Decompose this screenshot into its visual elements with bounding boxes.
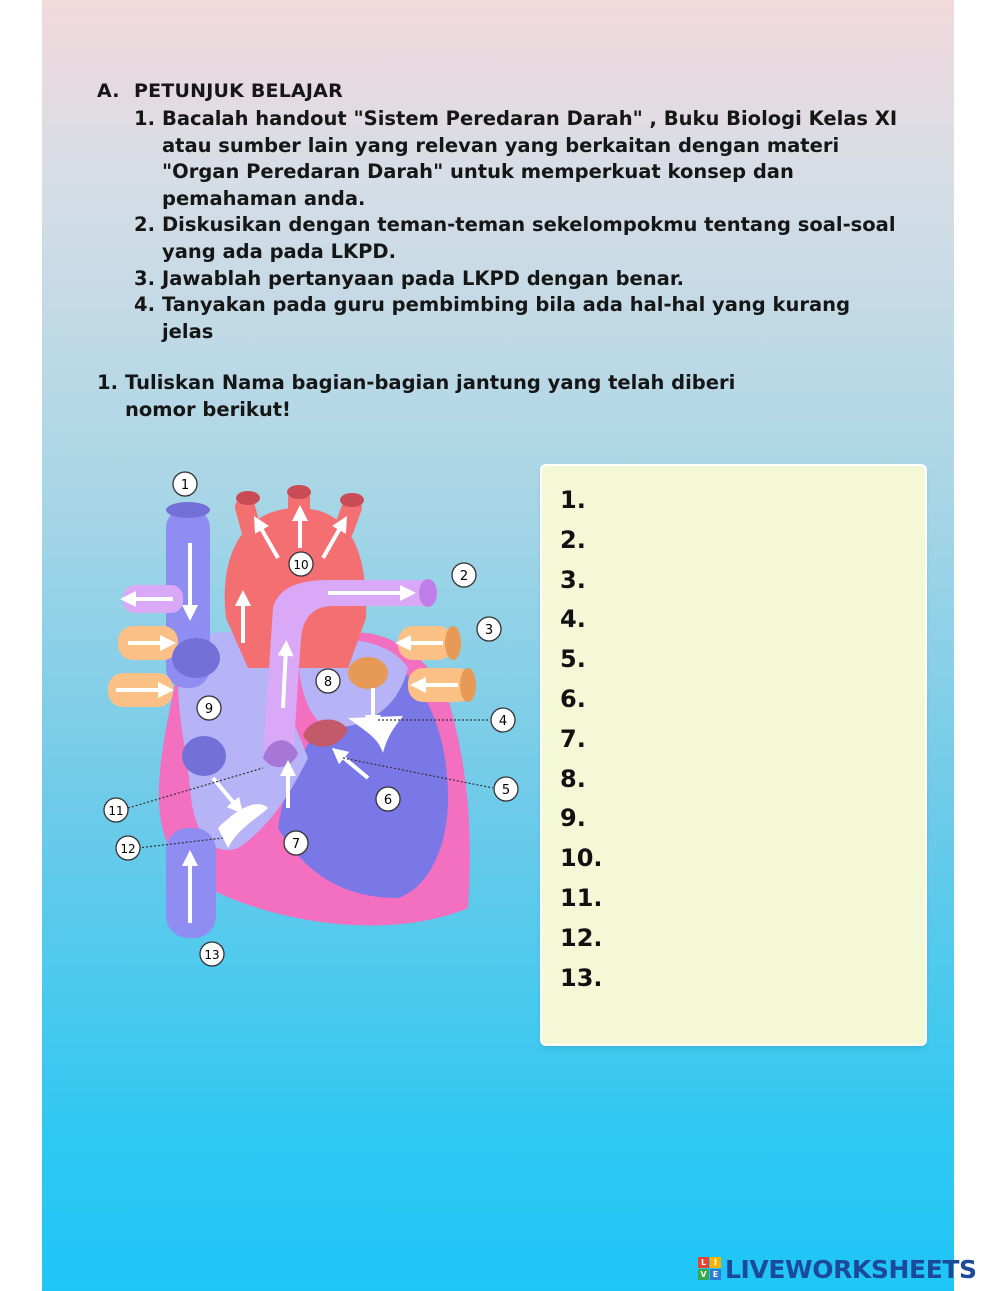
logo-mark-letter: V xyxy=(698,1269,709,1280)
diagram-label xyxy=(491,708,515,732)
svg-text:7: 7 xyxy=(291,837,301,852)
instruction-item xyxy=(134,212,924,265)
instruction-line: atau sumber lain yang relevan yang berkaitan dengan materi xyxy=(162,133,840,157)
diagram-label xyxy=(477,617,501,641)
svg-text:2: 2 xyxy=(459,569,469,584)
diagram-label xyxy=(376,787,400,811)
section-letter: A. xyxy=(97,80,120,102)
answer-number: 9. xyxy=(560,804,586,833)
diagram-label xyxy=(104,798,128,822)
answer-number: 7. xyxy=(560,724,586,753)
diagram-label xyxy=(284,831,308,855)
diagram-label xyxy=(452,563,476,587)
instruction-line: "Organ Peredaran Darah" untuk memperkuat konsep dan xyxy=(162,160,794,184)
diagram-label xyxy=(200,942,224,966)
diagram-label xyxy=(116,836,140,860)
answer-number: 6. xyxy=(560,684,586,713)
answer-number: 2. xyxy=(560,525,586,554)
instruction-item xyxy=(134,106,924,212)
section-title: PETUNJUK BELAJAR xyxy=(134,80,343,102)
svg-text:12: 12 xyxy=(120,842,136,856)
question-number: 1. xyxy=(97,371,118,394)
heart-diagram xyxy=(98,468,528,968)
instruction-item xyxy=(134,266,924,293)
svg-text:1: 1 xyxy=(180,478,190,493)
svg-text:13: 13 xyxy=(204,948,220,962)
answer-list xyxy=(560,482,603,999)
answer-number: 12. xyxy=(560,923,603,952)
instruction-line: Bacalah handout "Sistem Peredaran Darah" , Buku Biologi Kelas XI xyxy=(162,107,898,130)
answer-number: 10. xyxy=(560,844,603,873)
question-line: Tuliskan Nama bagian-bagian jantung yang telah diberi xyxy=(125,371,736,394)
svg-text:10: 10 xyxy=(293,558,309,572)
logo-mark-letter: E xyxy=(710,1269,721,1280)
svg-text:5: 5 xyxy=(501,783,511,798)
diagram-label xyxy=(494,777,518,801)
section-heading xyxy=(97,80,343,102)
diagram-label xyxy=(197,696,221,720)
logo-mark-letter: I xyxy=(710,1257,721,1268)
answer-number: 5. xyxy=(560,645,586,674)
instruction-line: Diskusikan dengan teman-teman sekelompokmu tentang soal-soal xyxy=(162,213,896,237)
logo-mark-icon xyxy=(698,1257,722,1281)
answer-number: 3. xyxy=(560,565,586,594)
answer-number: 11. xyxy=(560,883,603,912)
logo-mark-letter: L xyxy=(698,1257,709,1268)
answer-box xyxy=(542,466,925,1044)
instruction-number: 4. xyxy=(134,293,155,317)
diagram-label xyxy=(289,552,313,576)
instruction-list xyxy=(134,106,924,345)
instruction-number: 1. xyxy=(134,107,155,130)
instruction-number: 2. xyxy=(134,213,155,237)
answer-number: 13. xyxy=(560,963,603,992)
liveworksheets-logo[interactable] xyxy=(698,1253,977,1285)
svg-text:3: 3 xyxy=(484,623,494,638)
instruction-number: 3. xyxy=(134,266,155,290)
instruction-line: yang ada pada LKPD. xyxy=(162,239,397,263)
svg-text:11: 11 xyxy=(108,804,124,818)
instruction-line: Jawablah pertanyaan pada LKPD dengan benar. xyxy=(162,266,685,290)
instruction-line: pemahaman anda. xyxy=(162,186,366,210)
instruction-line: Tanyakan pada guru pembimbing bila ada hal-hal yang kurang xyxy=(162,293,851,317)
diagram-label xyxy=(316,669,340,693)
diagram-label xyxy=(173,472,197,496)
answer-number: 1. xyxy=(560,486,586,514)
question-line: nomor berikut! xyxy=(125,398,291,421)
svg-text:8: 8 xyxy=(323,675,333,690)
svg-text:9: 9 xyxy=(204,702,214,717)
instruction-line: jelas xyxy=(162,319,214,343)
answer-number: 4. xyxy=(560,605,586,634)
logo-text: LIVEWORKSHEETS xyxy=(725,1254,977,1284)
svg-text:4: 4 xyxy=(498,714,508,729)
instruction-item xyxy=(134,292,924,345)
svg-text:6: 6 xyxy=(383,793,393,808)
question-text xyxy=(97,369,797,423)
answer-number: 8. xyxy=(560,764,586,793)
